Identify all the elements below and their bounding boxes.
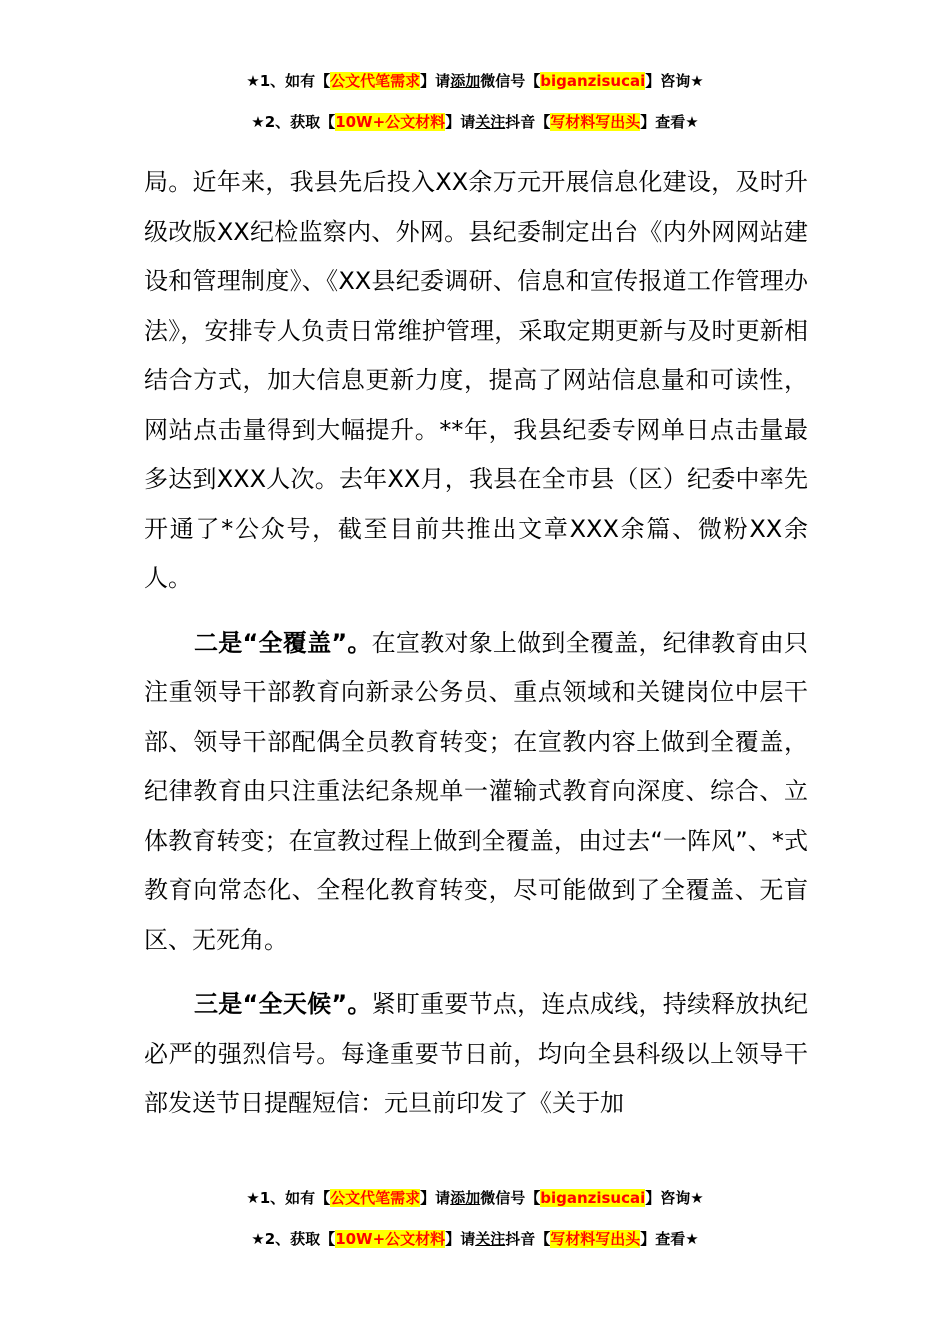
paragraph-text: 在宣教对象上做到全覆盖，纪律教育由只注重领导干部教育向新录公务员、重点领域和关键岗位中层干部、领导干部配偶全员教育转变；在宣教内容上做到全覆盖，纪律教育由只注重法纪条规单一灌输式教育向深度、综合、立体教育转变；在宣教过程上做到全覆盖，由过去“一阵风”、*式教育向常态化、全程化教育转变，尽可能做到了全覆盖、无盲区、无死角。	[144, 628, 809, 954]
promo-underlined: 关注	[475, 113, 506, 131]
promo-text: 抖音【	[505, 1230, 551, 1248]
promo-highlight: 10W+公文材料	[335, 113, 446, 131]
header-promo-line-1	[0, 70, 950, 92]
promo-text: 】请	[420, 72, 451, 90]
footer-promo-line-2	[0, 1228, 950, 1250]
promo-underlined: 添加	[450, 72, 481, 90]
promo-text: 微信号【	[480, 1189, 541, 1207]
promo-text: 】请	[445, 1230, 476, 1248]
promo-text: ★1、如有【	[246, 72, 331, 90]
promo-wechat-id: biganzisucai	[540, 72, 646, 90]
promo-text: ★2、获取【	[251, 113, 336, 131]
promo-wechat-id: biganzisucai	[540, 1189, 646, 1207]
promo-text: 】咨询★	[645, 72, 704, 90]
promo-highlight: 公文代笔需求	[330, 72, 421, 90]
promo-text: 】查看★	[640, 113, 699, 131]
paragraph-continued: 局。近年来，我县先后投入XX余万元开展信息化建设，及时升级改版XX纪检监察内、外网。县纪委制定出台《内外网网站建设和管理制度》、《XX县纪委调研、信息和宣传报道工作管理办法》，安排专人负责日常维护管理，采取定期更新与及时更新相结合方式，加大信息更新力度，提高了网站信息量和可读性，网站点击量得到大幅提升。**年，我县纪委专网单日点击量最多达到XXX人次。去年XX月，我县在全市县（区）纪委中率先开通了*公众号，截至目前共推出文章XXX余篇、微粉XX余人。	[144, 168, 808, 592]
promo-douyin-id: 写材料写出头	[550, 113, 641, 131]
promo-highlight: 公文代笔需求	[330, 1189, 421, 1207]
paragraph-text: 紧盯重要节点，连点成线，持续释放执纪必严的强烈信号。每逢重要节日前，均向全县科级以上领导干部发送节日提醒短信：元旦前印发了《关于加	[144, 990, 809, 1117]
document-body	[144, 158, 808, 1129]
promo-text: 】请	[420, 1189, 451, 1207]
promo-text: ★1、如有【	[246, 1189, 331, 1207]
promo-douyin-id: 写材料写出头	[550, 1230, 641, 1248]
paragraph-full-coverage	[144, 619, 808, 966]
promo-text: 】咨询★	[645, 1189, 704, 1207]
promo-highlight: 10W+公文材料	[335, 1230, 446, 1248]
promo-text: 抖音【	[505, 113, 551, 131]
paragraph-heading: 三是“全天候”。	[194, 990, 372, 1018]
promo-text: 微信号【	[480, 72, 541, 90]
footer-promo-line-1	[0, 1187, 950, 1209]
promo-underlined: 关注	[475, 1230, 506, 1248]
header-promo-line-2	[0, 111, 950, 133]
promo-underlined: 添加	[450, 1189, 481, 1207]
promo-text: 】查看★	[640, 1230, 699, 1248]
promo-text: 】请	[445, 113, 476, 131]
paragraph-all-weather	[144, 980, 808, 1129]
promo-text: ★2、获取【	[251, 1230, 336, 1248]
paragraph-heading: 二是“全覆盖”。	[194, 628, 372, 657]
